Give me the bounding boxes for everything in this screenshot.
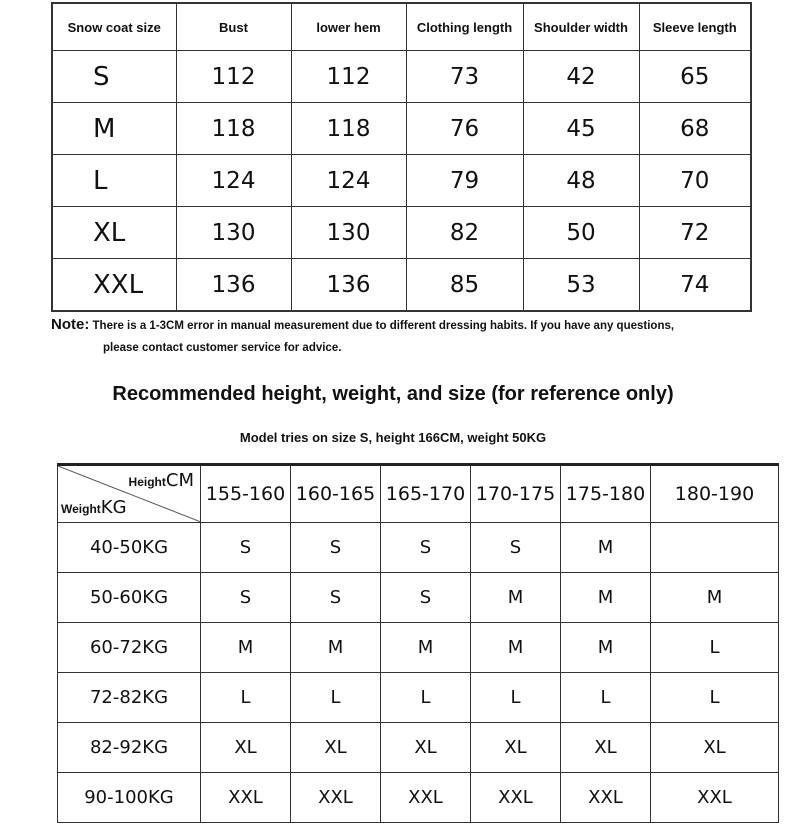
header-cell: Clothing length — [406, 3, 523, 51]
recommended-size-cell: M — [471, 573, 561, 623]
note-line-2: please contact customer service for advice. — [103, 342, 342, 354]
recommended-size-cell: M — [561, 623, 651, 673]
measurement-cell: 76 — [406, 103, 523, 155]
recommended-size-cell: S — [381, 573, 471, 623]
measurement-cell: 79 — [406, 155, 523, 207]
measurement-cell: 68 — [639, 103, 751, 155]
header-cell: Sleeve length — [639, 3, 751, 51]
recommended-size-cell: M — [561, 523, 651, 573]
measurement-cell: 48 — [523, 155, 639, 207]
height-unit: CM — [165, 470, 194, 491]
recommended-size-cell: M — [561, 573, 651, 623]
size-cell: S — [52, 51, 176, 103]
measurement-cell: 72 — [639, 207, 751, 259]
recommended-size-cell: M — [471, 623, 561, 673]
weight-range-cell: 40-50KG — [58, 523, 201, 573]
corner-cell — [58, 465, 201, 523]
measurement-cell: 136 — [176, 259, 291, 312]
recommended-size-cell: L — [381, 673, 471, 723]
measurement-cell: 112 — [176, 51, 291, 103]
size-row — [52, 155, 751, 207]
recommended-size-cell: S — [201, 523, 291, 573]
recommended-size-cell: S — [471, 523, 561, 573]
height-range-header: 180-190 — [651, 465, 779, 523]
measurement-cell: 118 — [291, 103, 406, 155]
weight-unit: KG — [100, 497, 127, 518]
size-row — [52, 259, 751, 312]
size-chart-header-row — [52, 3, 751, 51]
weight-range-cell: 72-82KG — [58, 673, 201, 723]
recommended-size-cell: S — [291, 573, 381, 623]
recommended-size-cell — [651, 523, 779, 573]
recommended-size-cell: XL — [471, 723, 561, 773]
measurement-cell: 53 — [523, 259, 639, 312]
measurement-cell: 50 — [523, 207, 639, 259]
size-row — [52, 103, 751, 155]
size-row — [52, 51, 751, 103]
recommended-size-cell: XXL — [561, 773, 651, 823]
size-cell: XL — [52, 207, 176, 259]
recommend-row — [58, 623, 779, 673]
size-cell: M — [52, 103, 176, 155]
height-range-header: 160-165 — [291, 465, 381, 523]
recommended-size-cell: S — [381, 523, 471, 573]
measurement-cell: 74 — [639, 259, 751, 312]
size-row — [52, 207, 751, 259]
weight-range-cell: 90-100KG — [58, 773, 201, 823]
measurement-cell: 118 — [176, 103, 291, 155]
recommended-size-cell: M — [291, 623, 381, 673]
note-line-1: There is a 1-3CM error in manual measurement due to different dressing habits. If you have any questions, — [92, 320, 675, 332]
recommended-size-cell: XL — [381, 723, 471, 773]
measurement-cell: 85 — [406, 259, 523, 312]
recommended-size-cell: L — [561, 673, 651, 723]
measurement-cell: 82 — [406, 207, 523, 259]
recommended-size-cell: XXL — [381, 773, 471, 823]
recommend-subtitle: Model tries on size S, height 166CM, weight 50KG — [239, 430, 547, 445]
recommended-size-cell: XXL — [651, 773, 779, 823]
recommend-row — [58, 723, 779, 773]
height-range-header: 155-160 — [201, 465, 291, 523]
size-cell: XXL — [52, 259, 176, 312]
weight-range-cell: 60-72KG — [58, 623, 201, 673]
height-range-header: 170-175 — [471, 465, 561, 523]
recommended-size-cell: L — [471, 673, 561, 723]
recommend-size-table — [57, 463, 779, 823]
measurement-cell: 73 — [406, 51, 523, 103]
note-label: Note: — [51, 316, 90, 333]
recommended-size-cell: XXL — [291, 773, 381, 823]
measurement-cell: 42 — [523, 51, 639, 103]
height-range-header: 165-170 — [381, 465, 471, 523]
measurement-cell: 65 — [639, 51, 751, 103]
size-chart-table — [51, 2, 752, 312]
recommend-header-row — [58, 465, 779, 523]
weight-label: Weight — [61, 502, 101, 516]
recommended-size-cell: S — [291, 523, 381, 573]
recommended-size-cell: S — [201, 573, 291, 623]
weight-range-cell: 82-92KG — [58, 723, 201, 773]
recommended-size-cell: L — [201, 673, 291, 723]
measurement-cell: 124 — [291, 155, 406, 207]
measurement-cell: 130 — [176, 207, 291, 259]
recommend-row — [58, 773, 779, 823]
recommended-size-cell: M — [381, 623, 471, 673]
recommended-size-cell: L — [651, 673, 779, 723]
header-cell: Bust — [176, 3, 291, 51]
recommended-size-cell: L — [291, 673, 381, 723]
measurement-cell: 124 — [176, 155, 291, 207]
height-range-header: 175-180 — [561, 465, 651, 523]
height-label: Height — [128, 475, 166, 489]
recommended-size-cell: XXL — [201, 773, 291, 823]
recommended-size-cell: XXL — [471, 773, 561, 823]
measurement-cell: 112 — [291, 51, 406, 103]
measurement-cell: 45 — [523, 103, 639, 155]
measurement-cell: 136 — [291, 259, 406, 312]
recommended-size-cell: M — [201, 623, 291, 673]
header-cell: Shoulder width — [523, 3, 639, 51]
recommended-size-cell: XL — [201, 723, 291, 773]
recommended-size-cell: L — [651, 623, 779, 673]
recommended-size-cell: XL — [651, 723, 779, 773]
recommend-row — [58, 673, 779, 723]
recommended-size-cell: XL — [291, 723, 381, 773]
size-cell: L — [52, 155, 176, 207]
measurement-cell: 130 — [291, 207, 406, 259]
measurement-cell: 70 — [639, 155, 751, 207]
recommend-row — [58, 523, 779, 573]
header-cell: Snow coat size — [52, 3, 176, 51]
measurement-note — [51, 314, 771, 359]
recommended-size-cell: XL — [561, 723, 651, 773]
recommend-title: Recommended height, weight, and size (for reference only) — [112, 383, 674, 405]
header-cell: lower hem — [291, 3, 406, 51]
weight-range-cell: 50-60KG — [58, 573, 201, 623]
recommended-size-cell: M — [651, 573, 779, 623]
recommend-row — [58, 573, 779, 623]
